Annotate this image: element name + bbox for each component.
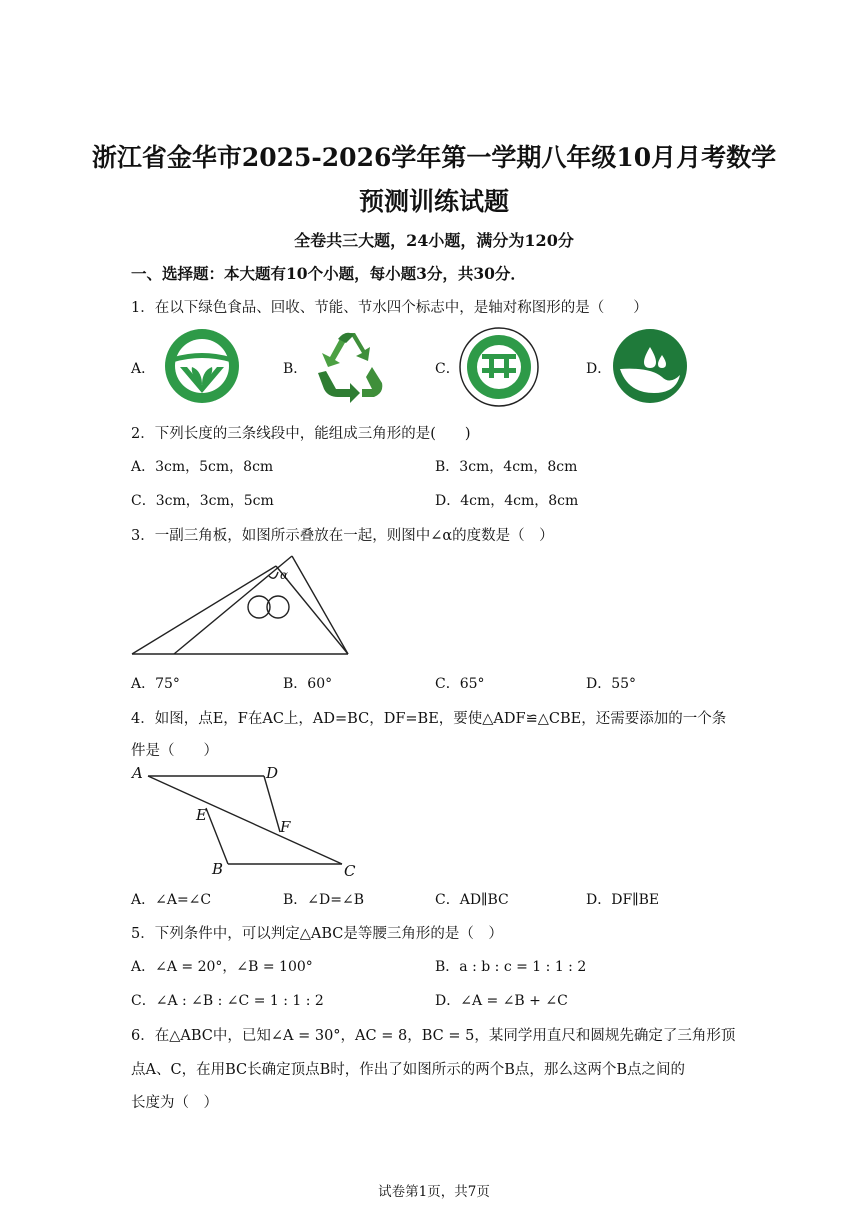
q4-option-c: C．AD∥BC [435,892,509,908]
question-6-stem-line2: 点A、C，在用BC长确定顶点B时，作出了如图所示的两个B点，那么这两个B点之间的 [131,1062,686,1078]
point-c-label: C [344,862,356,880]
point-d-label: D [266,764,279,782]
q2-option-c: C．3cm，3cm，5cm [131,493,274,509]
q2-option-d: D．4cm，4cm，8cm [435,493,579,509]
point-b-label: B [212,860,224,878]
set-square-figure [128,552,353,660]
q5-option-d: D．∠A = ∠B + ∠C [435,993,568,1009]
q3-option-d: D．55° [586,676,637,692]
q4-option-a: A．∠A=∠C [131,892,212,908]
green-food-logo-icon [162,327,242,405]
question-5-stem: 5．下列条件中，可以判定△ABC是等腰三角形的是（ ） [131,926,503,942]
point-f-label: F [280,818,291,836]
q3-option-c: C．65° [435,676,485,692]
q4-option-b: B．∠D=∠B [283,892,364,908]
question-4-stem-line2: 件是（ ） [131,743,218,759]
q1-option-c-label: C． [435,361,460,377]
water-saving-logo-icon [610,327,690,405]
q1-option-d-label: D． [586,361,612,377]
question-2-stem: 2．下列长度的三条线段中，能组成三角形的是( ) [131,426,471,442]
exam-title-line1: 浙江省金华市2025-2026学年第一学期八年级10月月考数学 [91,143,777,172]
q1-option-a-label: A． [131,361,156,377]
section-heading: 一、选择题：本大题有10个小题，每小题3分，共30分． [131,264,526,283]
question-6-stem-line3: 长度为（ ） [131,1095,218,1111]
question-6-stem-line1: 6．在△ABC中，已知∠A = 30°，AC = 8，BC = 5，某同学用直尺和圆规先确定了三角形顶 [131,1028,736,1044]
q1-option-b-label: B． [283,361,308,377]
quadrilateral-figure [128,760,363,885]
alpha-angle-label: α [280,568,289,582]
exam-subtitle: 全卷共三大题，24小题，满分为120分 [294,231,574,250]
q4-option-d: D．DF∥BE [586,892,660,908]
q5-option-c: C．∠A : ∠B : ∠C = 1 : 1 : 2 [131,993,324,1009]
energy-saving-logo-icon [458,326,540,408]
point-e-label: E [196,806,207,824]
q5-option-b: B．a : b : c = 1 : 1 : 2 [435,959,587,975]
q2-option-a: A．3cm，5cm，8cm [131,459,274,475]
q2-option-b: B．3cm，4cm，8cm [435,459,578,475]
question-1-stem: 1．在以下绿色食品、回收、节能、节水四个标志中，是轴对称图形的是（ ） [131,300,648,316]
q3-option-a: A．75° [131,676,180,692]
question-4-stem-line1: 4．如图，点E，F在AC上，AD=BC，DF=BE，要使△ADF≌△CBE，还需要添加的一个条 [131,711,727,727]
point-a-label: A [132,764,143,782]
q3-option-b: B．60° [283,676,333,692]
recycle-logo-icon [310,327,390,405]
q5-option-a: A．∠A = 20°，∠B = 100° [131,959,313,975]
question-3-stem: 3．一副三角板，如图所示叠放在一起，则图中∠α的度数是（ ） [131,528,554,544]
exam-title-line2: 预测训练试题 [358,187,509,216]
page-footer: 试卷第1页，共7页 [378,1184,490,1200]
